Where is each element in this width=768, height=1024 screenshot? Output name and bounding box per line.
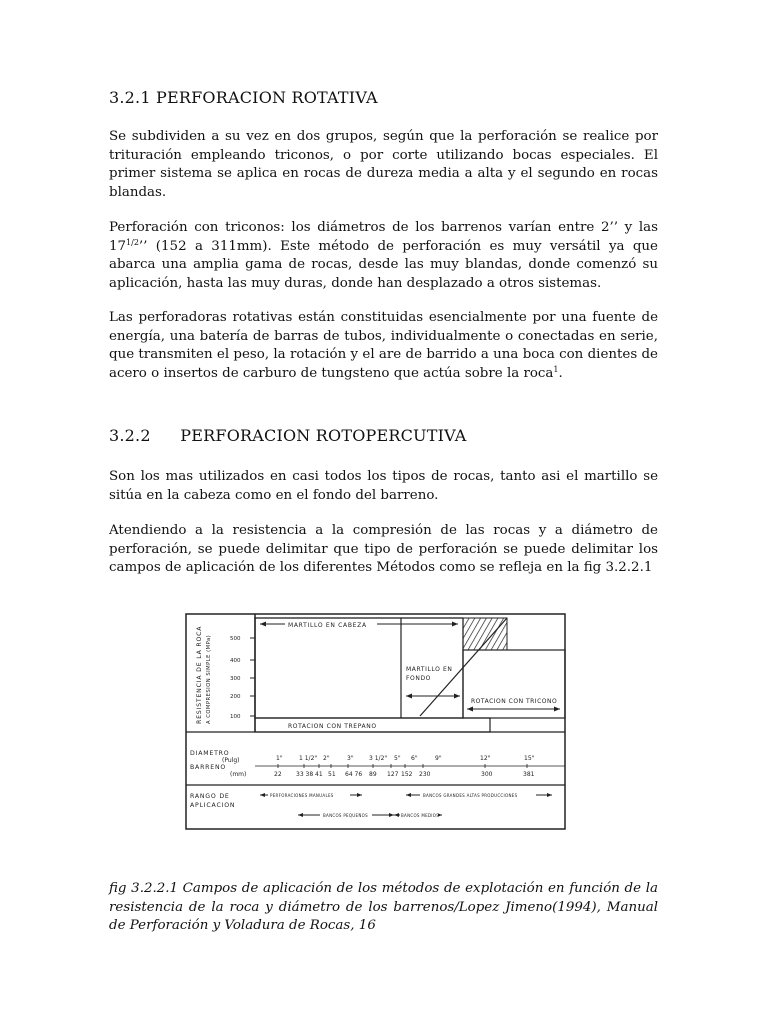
paragraph-resistencia: Atendiendo a la resistencia a la compresión de las rocas y a diámetro de perforación, se puede delimitar que tipo de perforación se puede delimitar los campos de aplicación de los diferentes Métodos como se refleja en la fig 3.2.2.1 [109, 523, 658, 576]
paragraph-perforadoras [109, 309, 658, 383]
paragraph-rotopercutiva: Son los mas utilizados en casi todos los tipos de rocas, tanto asi el martillo se sitúa en la cabeza como en el fondo del barreno. [109, 469, 658, 503]
region-rotacion-trepano: ROTACION CON TREPANO [288, 723, 377, 730]
region-martillo-cabeza: MARTILLO EN CABEZA [288, 622, 367, 629]
paragraph-subdivision: Se subdividen a su vez en dos grupos, según que la perforación se realice por trituración empleando triconos, o por corte utilizando bocas especiales. El primer sistema se aplica en rocas de dureza media a alta y el segundo en rocas blandas. [109, 129, 658, 200]
region-martillo-fondo-1: MARTILLO EN [406, 666, 453, 673]
paragraph-perforadoras-end: . [558, 365, 563, 381]
range-bancos-medios: BANCOS MEDIOS [401, 813, 440, 818]
range-altas-prod: BANCOS GRANDES ALTAS PRODUCCIONES [423, 793, 518, 798]
inch-labels [276, 755, 535, 762]
inch-label: 5" [394, 755, 401, 762]
section-number: 3.2.2 [109, 426, 151, 445]
mm-label: 381 [523, 771, 535, 778]
y-tick-label: 100 [230, 714, 241, 720]
mm-label: 51 [328, 771, 336, 778]
inch-label: 3" [347, 755, 354, 762]
region-rotacion-tricono: ROTACION CON TRICONO [471, 698, 558, 705]
fraction-superscript: 1/2 [126, 237, 139, 247]
mm-label: 230 [419, 771, 431, 778]
mm-label: 22 [274, 771, 282, 778]
mm-label: 89 [369, 771, 377, 778]
figure-application-fields [180, 608, 571, 864]
mm-label: 41 [315, 771, 323, 778]
paragraph-triconos-text-a: Perforación con triconos: los diámetros de los barrenos varían entre 2’’ y las 17 [109, 220, 658, 254]
inch-label: 1 1/2" [299, 755, 318, 762]
rango-label-1: RANGO DE [190, 793, 230, 800]
inch-label: 6" [411, 755, 418, 762]
mm-labels [274, 771, 535, 778]
diametro-label: DIAMETRO [190, 750, 230, 757]
region-rotacion-tricono-box [463, 650, 565, 718]
y-axis-label-1: RESISTENCIA DE LA ROCA [196, 625, 203, 724]
section-number: 3.2.1 [109, 88, 151, 107]
inch-label: 12" [480, 755, 491, 762]
section-title: PERFORACION ROTATIVA [156, 88, 378, 107]
unit-mm: (mm) [230, 771, 247, 778]
rango-label-2: APLICACION [190, 802, 236, 809]
figure-caption: fig 3.2.2.1 Campos de aplicación de los métodos de explotación en función de la resistencia de la roca y diámetro de los barrenos/Lopez Jimeno(1994), Manual de Perforación y Voladura de Rocas, 16 [109, 881, 658, 934]
paragraph-triconos-text-b: ’’ (152 a 311mm). Este método de perforación es muy versátil ya que abarca una amplia gama de rocas, desde las muy blandas, donde comenzó su aplicación, hasta las muy duras, donde han desplazado a otros sistemas. [109, 238, 658, 291]
y-tick-label: 400 [230, 658, 241, 664]
section-heading-3-2-2 [109, 426, 467, 445]
unit-inch: (Pulg) [222, 757, 240, 764]
footnote-marker: 1 [553, 364, 559, 374]
paragraph-triconos [109, 219, 658, 293]
barreno-label: BARRENO [190, 764, 227, 771]
y-axis-label-2: A COMPRESION SIMPLE (MPa) [206, 634, 212, 724]
paragraph-perforadoras-text: Las perforadoras rotativas están constituidas esencialmente por una fuente de energía, una batería de barras de tubos, individualmente o conectadas en serie, que transmiten el peso, la rotación y el are de barrido a una boca con dientes de acero o insertos de carburo de tungsteno que actúa sobre la roca [109, 310, 658, 381]
mm-label: 127 [387, 771, 399, 778]
inch-label: 15" [524, 755, 535, 762]
inch-label: 2" [323, 755, 330, 762]
section-title: PERFORACION ROTOPERCUTIVA [180, 426, 467, 445]
application-fields-diagram [180, 608, 571, 864]
mm-label: 64 76 [345, 771, 363, 778]
mm-label: 300 [481, 771, 493, 778]
inch-label: 3 1/2" [369, 755, 388, 762]
inch-label: 1" [276, 755, 283, 762]
range-bancos-pequenos: BANCOS PEQUEÑOS [323, 813, 368, 818]
y-tick-label: 200 [230, 694, 241, 700]
inch-label: 9" [435, 755, 442, 762]
range-perf-manuales: PERFORACIONES MANUALES [270, 793, 334, 798]
mm-label: 33 38 [296, 771, 314, 778]
section-heading-3-2-1 [109, 88, 378, 107]
y-tick-label: 500 [230, 636, 241, 642]
y-tick-label: 300 [230, 676, 241, 682]
region-martillo-fondo-2: FONDO [406, 675, 432, 682]
hatched-region [463, 618, 507, 650]
mm-label: 152 [401, 771, 413, 778]
